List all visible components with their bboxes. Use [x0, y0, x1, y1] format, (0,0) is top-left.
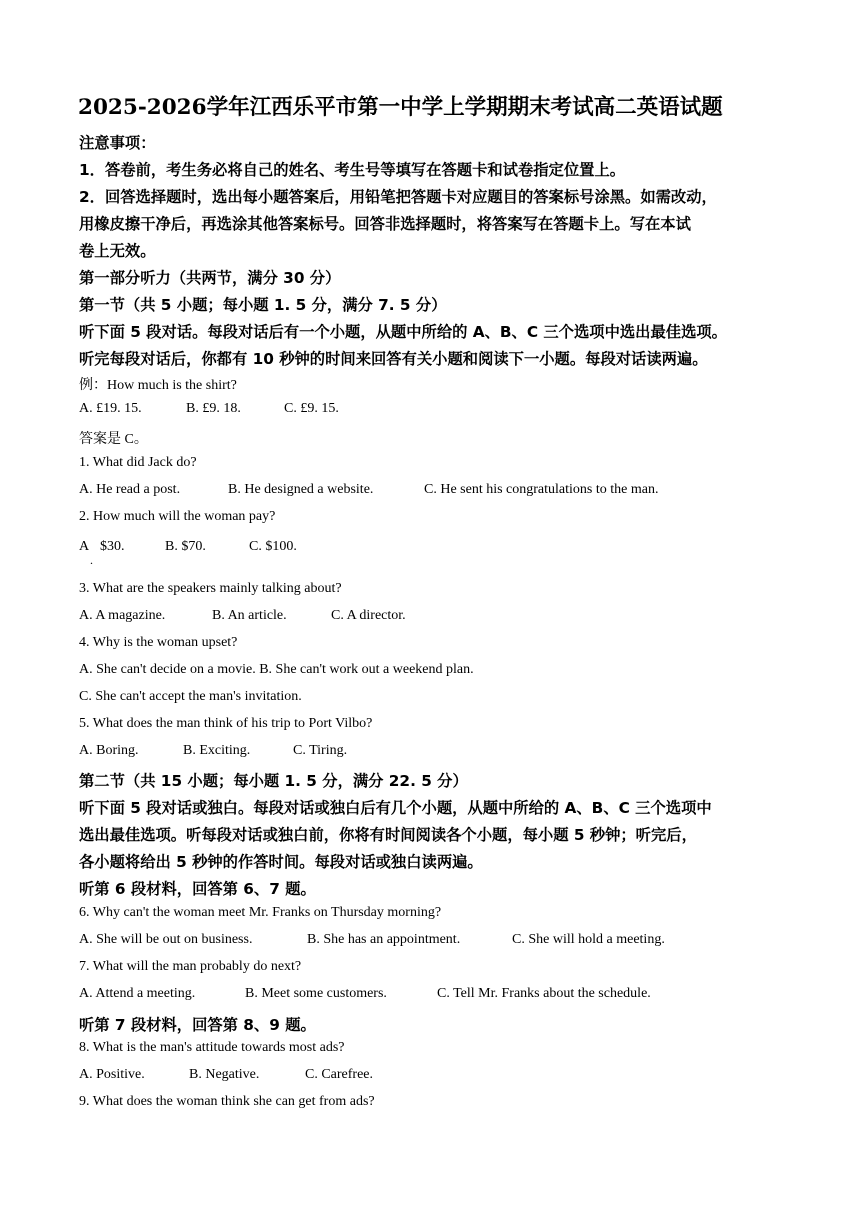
q2-option-a-letter: A — [79, 539, 90, 554]
question-2: 2. How much will the woman pay? — [79, 509, 276, 524]
section1-heading: 第一节（共 5 小题；每小题 1. 5 分，满分 7. 5 分） — [79, 296, 447, 314]
q3-option-c: C. A director. — [331, 608, 406, 623]
example-option-c: C. £9. 15. — [284, 401, 339, 416]
q4-option-c: C. She can't accept the man's invitation. — [79, 689, 302, 704]
q8-option-b: B. Negative. — [189, 1067, 260, 1082]
question-5: 5. What does the man think of his trip to Port Vilbo? — [79, 716, 373, 731]
example-question: 例：How much is the shirt? — [79, 378, 237, 393]
q7-option-a: A. Attend a meeting. — [79, 986, 196, 1001]
q4-option-ab: A. She can't decide on a movie. B. She can't work out a weekend plan. — [79, 662, 474, 677]
question-6: 6. Why can't the woman meet Mr. Franks on Thursday morning? — [79, 905, 442, 920]
q8-option-a: A. Positive. — [79, 1067, 145, 1082]
question-7: 7. What will the man probably do next? — [79, 959, 302, 974]
question-9: 9. What does the woman think she can get from ads? — [79, 1094, 375, 1109]
q1-option-c: C. He sent his congratulations to the man. — [424, 482, 659, 497]
example-option-b: B. £9. 18. — [186, 401, 241, 416]
q6-option-b: B. She has an appointment. — [307, 932, 461, 947]
section2-heading: 第二节（共 15 小题；每小题 1. 5 分，满分 22. 5 分） — [79, 772, 468, 790]
q2-option-c: C. $100. — [249, 539, 297, 554]
q3-option-a: A. A magazine. — [79, 608, 166, 623]
material-7-heading: 听第 7 段材料，回答第 8、9 题。 — [79, 1016, 316, 1034]
q2-option-a-value: $30. — [100, 539, 125, 554]
example-option-a: A. £19. 15. — [79, 401, 142, 416]
section2-instruction-line-2: 选出最佳选项。听每段对话或独白前，你将有时间阅读各个小题，每小题 5 秒钟；听完后， — [79, 826, 697, 844]
question-3: 3. What are the speakers mainly talking about? — [79, 581, 342, 596]
q7-option-c: C. Tell Mr. Franks about the schedule. — [437, 986, 651, 1001]
material-6-heading: 听第 6 段材料，回答第 6、7 题。 — [79, 880, 316, 898]
notes-item-1: 1．答卷前，考生务必将自己的姓名、考生号等填写在答题卡和试卷指定位置上。 — [79, 161, 626, 179]
q8-option-c: C. Carefree. — [305, 1067, 374, 1082]
q5-option-a: A. Boring. — [79, 743, 139, 758]
stray-mark: . — [90, 553, 93, 567]
q6-option-c: C. She will hold a meeting. — [512, 932, 665, 947]
q5-option-c: C. Tiring. — [293, 743, 348, 758]
part1-heading: 第一部分听力（共两节，满分 30 分） — [79, 269, 341, 287]
q6-option-a: A. She will be out on business. — [79, 932, 253, 947]
section1-instruction-line-2: 听完每段对话后，你都有 10 秒钟的时间来回答有关小题和阅读下一小题。每段对话读两遍。 — [79, 350, 708, 368]
notes-item-2-line-1: 2．回答选择题时，选出每小题答案后，用铅笔把答题卡对应题目的答案标号涂黑。如需改动， — [79, 188, 717, 206]
example-answer: 答案是 C。 — [79, 432, 148, 447]
q2-option-b: B. $70. — [165, 539, 206, 554]
section2-instruction-line-3: 各小题将给出 5 秒钟的作答时间。每段对话或独白读两遍。 — [79, 853, 483, 871]
q3-option-b: B. An article. — [212, 608, 287, 623]
q7-option-b: B. Meet some customers. — [245, 986, 387, 1001]
page-title: 2025-2026学年江西乐平市第一中学上学期期末考试高二英语试题 — [78, 95, 723, 120]
question-1: 1. What did Jack do? — [79, 455, 197, 470]
section1-instruction-line-1: 听下面 5 段对话。每段对话后有一个小题，从题中所给的 A、B、C 三个选项中选出最佳选项。 — [79, 323, 727, 341]
notes-heading: 注意事项： — [79, 134, 156, 152]
q1-option-b: B. He designed a website. — [228, 482, 374, 497]
question-8: 8. What is the man's attitude towards most ads? — [79, 1040, 345, 1055]
notes-item-2-line-3: 卷上无效。 — [79, 242, 156, 260]
q5-option-b: B. Exciting. — [183, 743, 251, 758]
notes-item-2-line-2: 用橡皮擦干净后，再选涂其他答案标号。回答非选择题时，将答案写在答题卡上。写在本试 — [79, 215, 691, 233]
question-4: 4. Why is the woman upset? — [79, 635, 238, 650]
section2-instruction-line-1: 听下面 5 段对话或独白。每段对话或独白后有几个小题，从题中所给的 A、B、C 三个选项中 — [79, 799, 712, 817]
q1-option-a: A. He read a post. — [79, 482, 181, 497]
